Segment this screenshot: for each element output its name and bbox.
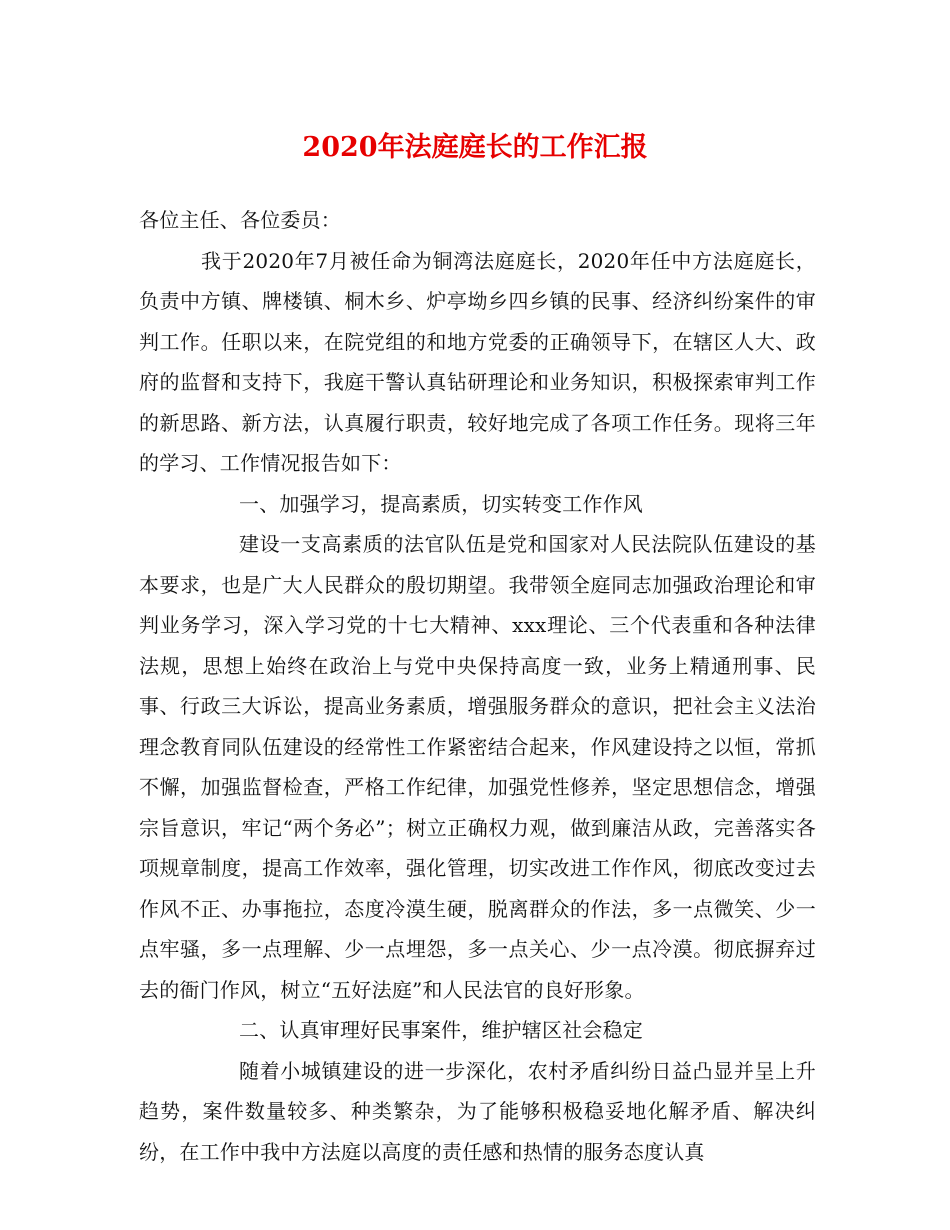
salutation: 各位主任、各位委员： <box>139 208 341 232</box>
section-2-heading: 二、认真审理好民事案件，维护辖区社会稳定 <box>239 1018 643 1042</box>
section-1-paragraph: 建设一支高素质的法官队伍是党和国家对人民法院队伍建设的基本要求，也是广大人民群众的殷切期望。我带领全庭同志加强政治理论和审判业务学习，深入学习党的十七大精神、xxx理论、三个代表重和各种法律法规，思想上始终在政治上与党中央保持高度一致，业务上精通刑事、民事、行政三大诉讼，提高业务素质，增强服务群众的意识，把社会主义法治理念教育同队伍建设的经常性工作紧密结合起来，作风建设持之以恒，常抓不懈，加强监督检查，严格工作纪律，加强党性修养，坚定思想信念，增强宗旨意识，牢记“两个务必”；树立正确权力观，做到廉洁从政，完善落实各项规章制度，提高工作效率，强化管理，切实改进工作作风，彻底改变过去作风不正、办事拖拉，态度冷漠生硬，脱离群众的作法，多一点微笑、少一点牢骚，多一点理解、少一点埋怨，多一点关心、少一点冷漠。彻底摒弃过去的衙门作风，树立“五好法庭”和人民法官的良好形象。 <box>139 532 816 1002</box>
section-1-heading: 一、加强学习，提高素质，切实转变工作作风 <box>239 491 643 516</box>
section-2-paragraph: 随着小城镇建设的进一步深化，农村矛盾纠纷日益凸显并呈上升趋势，案件数量较多、种类繁杂，为了能够积极稳妥地化解矛盾、解决纠纷，在工作中我中方法庭以高度的责任感和热情的服务态度认真 <box>139 1058 816 1164</box>
intro-paragraph: 我于2020年7月被任命为铜湾法庭庭长，2020年任中方法庭庭长，负责中方镇、牌楼镇、桐木乡、炉亭坳乡四乡镇的民事、经济纠纷案件的审判工作。任职以来，在院党组的和地方党委的正确领导下，在辖区人大、政府的监督和支持下，我庭干警认真钻研理论和业务知识，积极探索审判工作的新思路、新方法，认真履行职责，较好地完成了各项工作任务。现将三年的学习、工作情况报告如下： <box>139 248 816 475</box>
document-body <box>139 200 816 1172</box>
document-title: 2020年法庭庭长的工作汇报 <box>302 132 648 163</box>
